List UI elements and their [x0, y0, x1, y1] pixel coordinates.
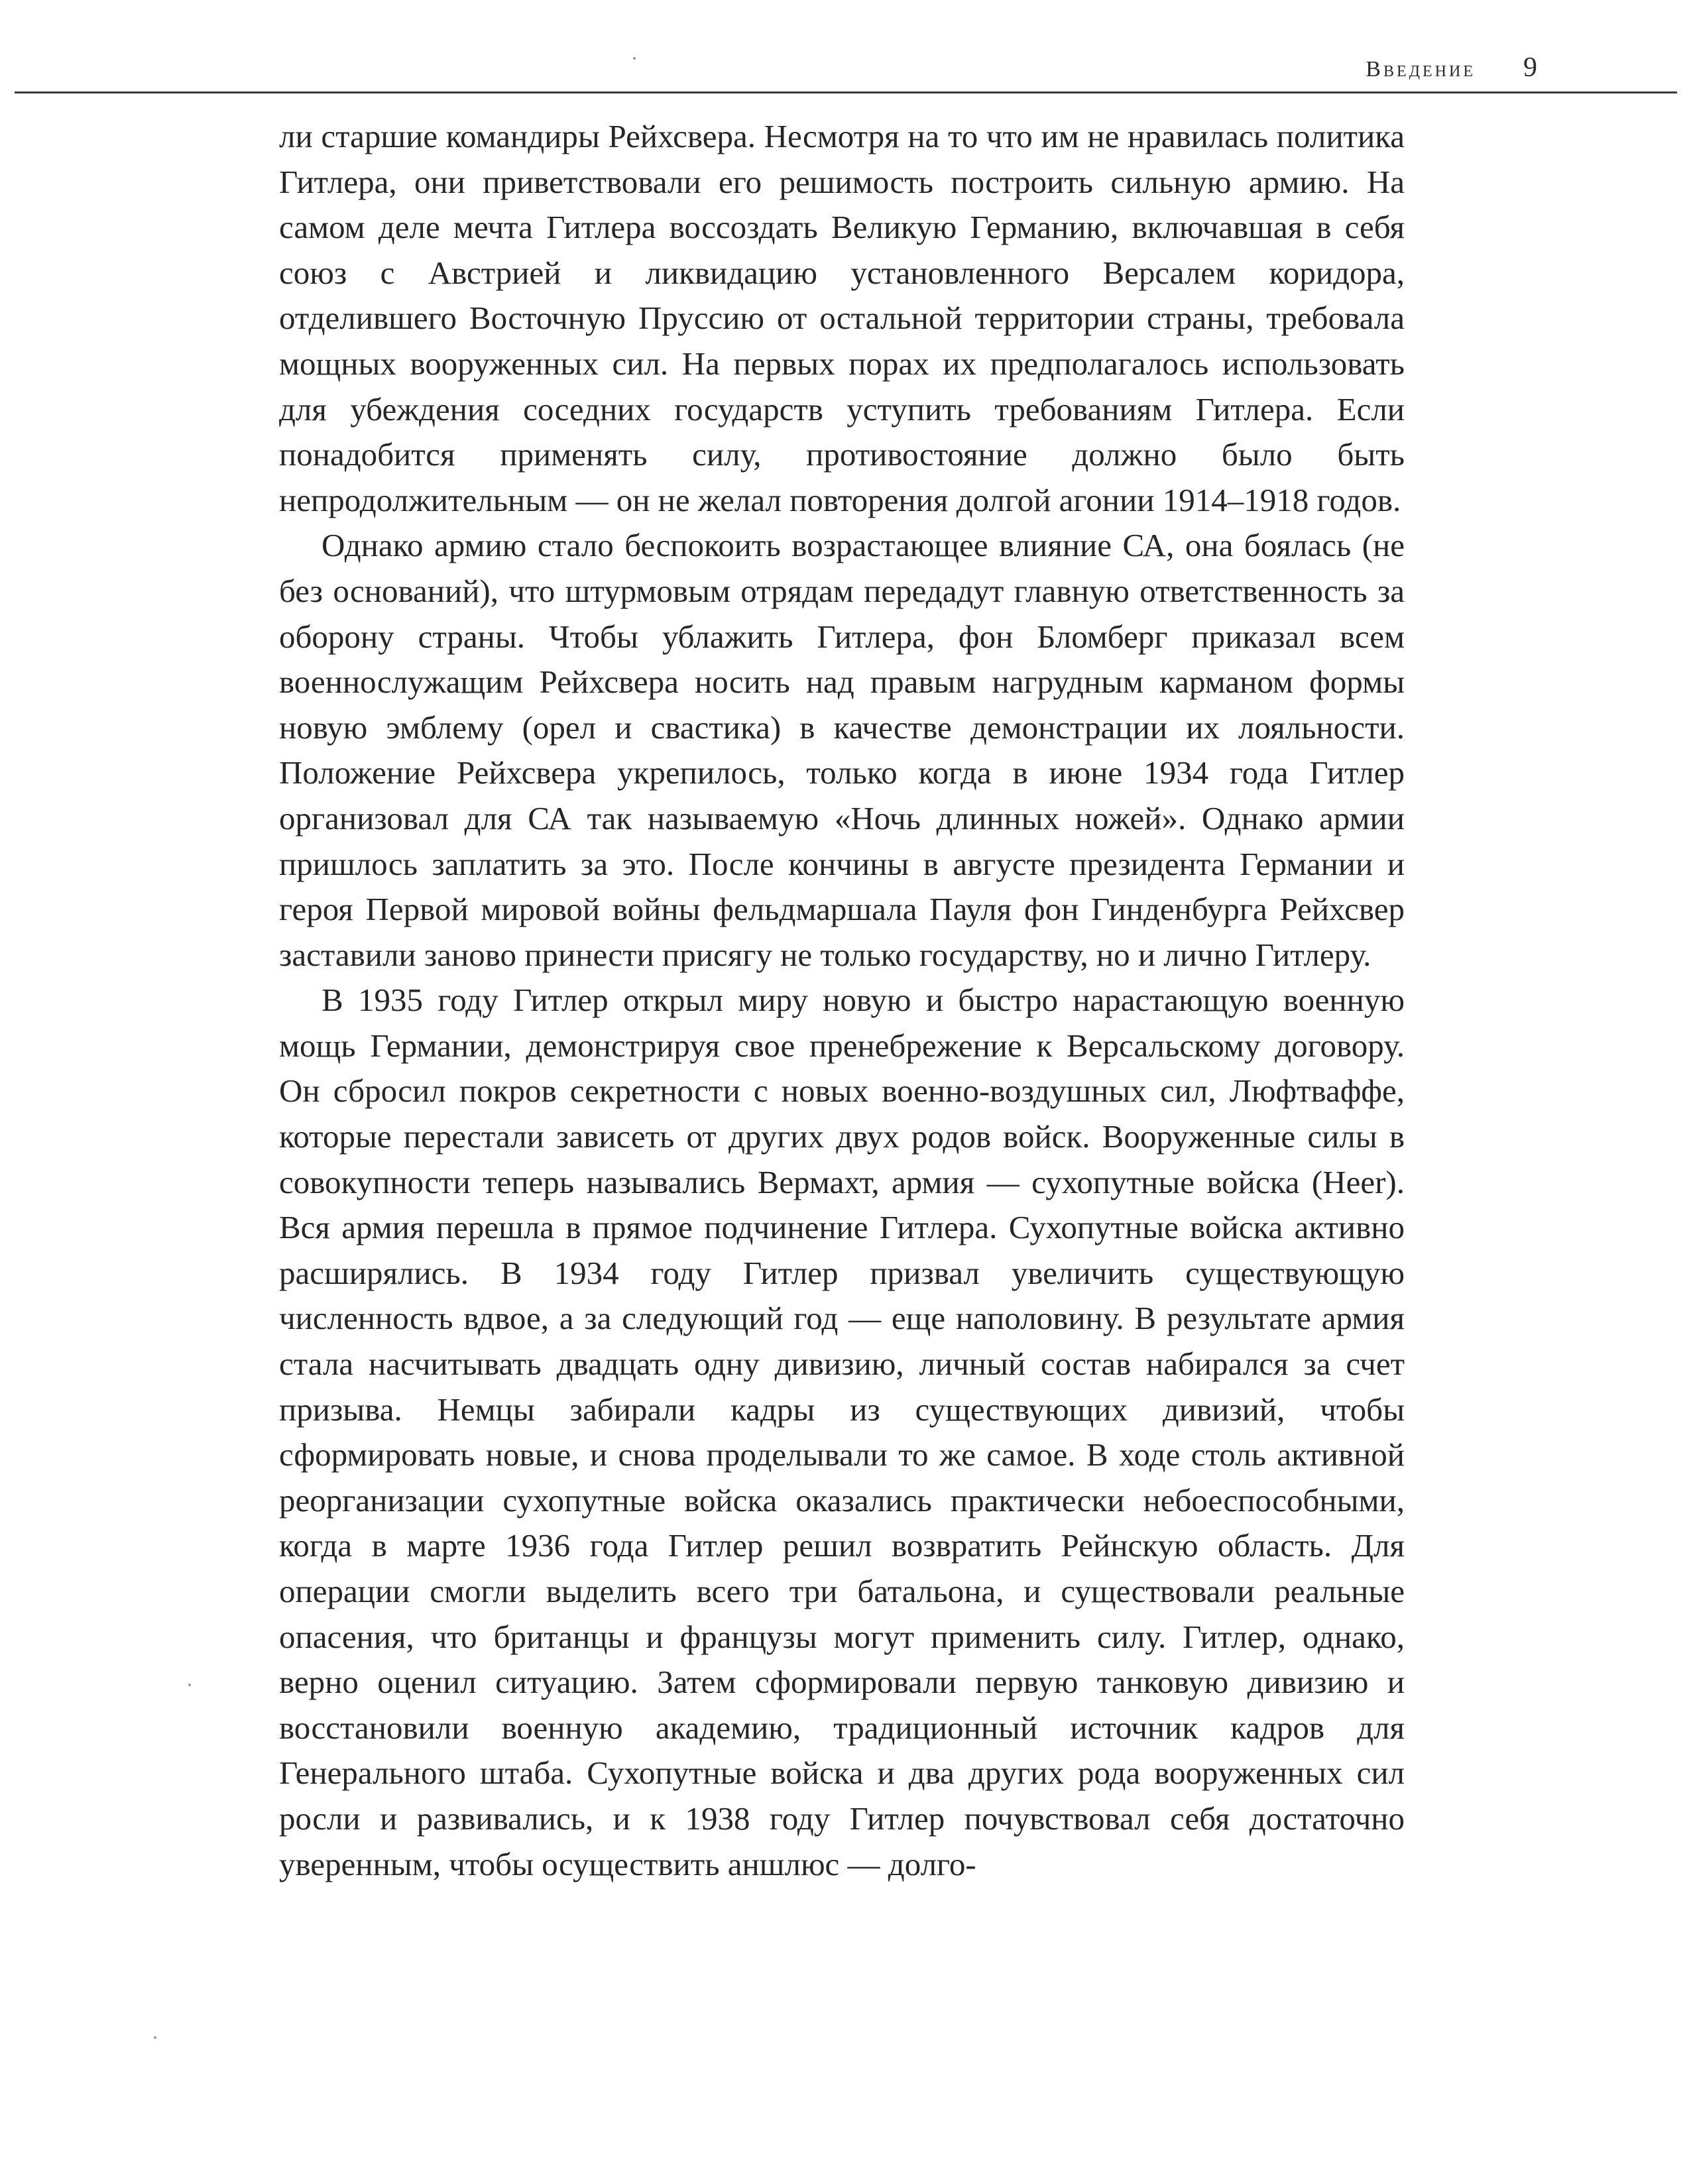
scan-speck	[188, 1684, 191, 1686]
paragraph-continued: ли старшие командиры Рейхсвера. Несмотря на то что им не нравилась политика Гитлера, они приветствовали его решимость построить сильную армию. На самом деле мечта Гитлера воссоздать Великую Германию, включавшая в себя союз с Австрией и ликвидацию установленного Версалем коридора, отделившего Восточную Пруссию от остальной территории страны, требовала мощных вооруженных сил. На первых порах их предполагалось использовать для убеждения соседних государств уступить требованиям Гитлера. Если понадобится применять силу, противостояние должно было быть непродолжительным — он не желал повторения долгой агонии 1914–1918 годов.	[279, 118, 1405, 518]
scan-speck	[633, 57, 636, 60]
paragraph: Однако армию стало беспокоить возрастающее влияние СА, она боялась (не без оснований), что штурмовым отрядам передадут главную ответственность за оборону страны. Чтобы ублажить Гитлера, фон Бломберг приказал всем военнослужащим Рейхсвера носить над правым нагрудным карманом формы новую эмблему (орел и свастика) в качестве демонстрации их лояльности. Положение Рейхсвера укрепилось, только когда в июне 1934 года Гитлер организовал для СА так называемую «Ночь длинных ножей». Однако армии пришлось заплатить за это. После кончины в августе президента Германии и героя Первой мировой войны фельдмаршала Пауля фон Гинденбурга Рейхсвер заставили заново принести присягу не только государству, но и лично Гитлеру.	[279, 527, 1405, 973]
page-number: 9	[1523, 52, 1537, 83]
running-head	[1366, 52, 1537, 84]
header-rule	[15, 91, 1677, 93]
body-text	[279, 114, 1405, 1887]
paragraph: В 1935 году Гитлер открыл миру новую и быстро нарастающую военную мощь Германии, демонстрируя свое пренебрежение к Версальскому договору. Он сбросил покров секретности с новых военно-воздушных сил, Люфтваффе, которые перестали зависеть от других двух родов войск. Вооруженные силы в совокупности теперь назывались Вермахт, армия — сухопутные войска (Heer). Вся армия перешла в прямое подчинение Гитлера. Сухопутные войска активно расширялись. В 1934 году Гитлер призвал увеличить существующую численность вдвое, а за следующий год — еще наполовину. В результате армия стала насчитывать двадцать одну дивизию, личный состав набирался за счет призыва. Немцы забирали кадры из существующих дивизий, чтобы сформировать новые, и снова проделывали то же самое. В ходе столь активной реорганизации сухопутные войска оказались практически небоеспособными, когда в марте 1936 года Гитлер решил возвратить Рейнскую область. Для операции смогли выделить всего три батальона, и существовали реальные опасения, что британцы и французы могут применить силу. Гитлер, однако, верно оценил ситуацию. Затем сформировали первую танковую дивизию и восстановили военную академию, традиционный источник кадров для Генерального штаба. Сухопутные войска и два других рода вооруженных сил росли и развивались, и к 1938 году Гитлер почувствовал себя достаточно уверенным, чтобы осуществить аншлюс — долго-	[279, 982, 1405, 1882]
running-head-section-title: Введение	[1366, 57, 1476, 82]
scan-speck	[154, 2036, 156, 2039]
